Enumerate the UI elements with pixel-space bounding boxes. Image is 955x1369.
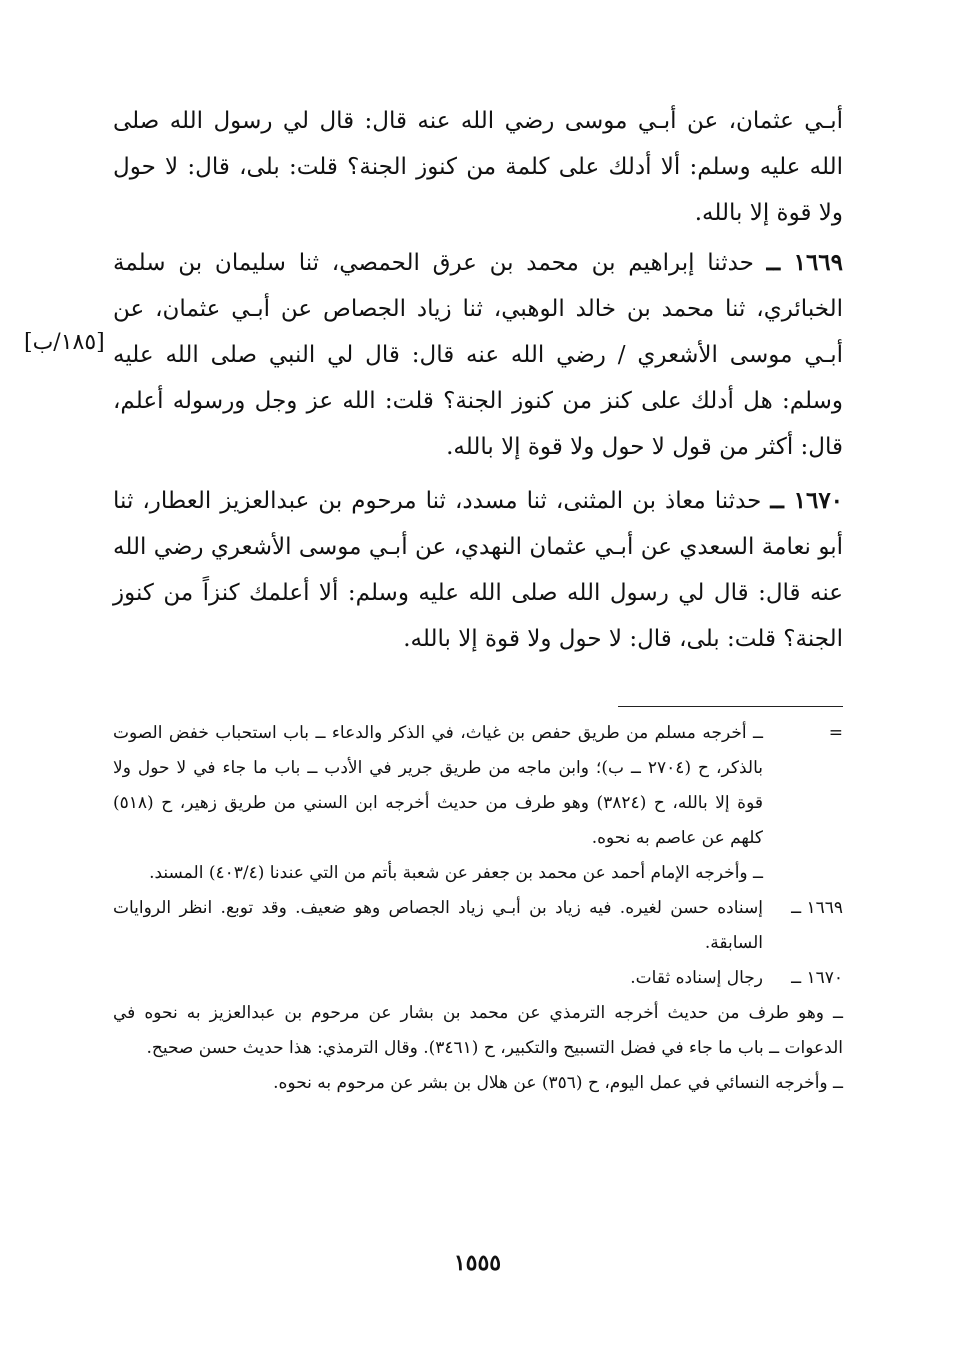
footnote-label: =: [828, 723, 843, 743]
footnote-continuation: [113, 716, 843, 891]
page-number: ١٥٥٥: [453, 1250, 502, 1276]
footnote-text: رجال إسناده ثقات.: [630, 968, 763, 988]
hadith-1670: [113, 478, 843, 662]
footnote-text: ــ وأخرجه الإمام أحمد عن محمد بن جعفر عن شعبة بأتم من التي عندنا (٤٠٣/٤) المسند.: [149, 863, 763, 883]
footnote-1670-continued: [113, 996, 843, 1101]
footnote-separator: [618, 706, 843, 707]
hadith-text: حدثنا معاذ بن المثنى، ثنا مسدد، ثنا مرحوم بن عبدالعزيز العطار، ثنا أبو نعامة السعدي عن أبـي عثمان النهدي، عن أبـي موسى الأشعري رضي الله عنه قال: قال لي رسول الله صلى الله عليه وسلم: ألا أعلمك كنزاً من كنوز الجنة؟ قلت: بلى، قال: لا حول ولا قوة إلا بالله.: [113, 488, 843, 652]
footnote-text: ــ وهو طرف من حديث أخرجه الترمذي عن محمد بن بشار عن مرحوم بن عبدالعزيز به نحوه في الدعوات ــ باب ما جاء في فضل التسبيح والتكبير، ح (٣٤٦١). وقال الترمذي: هذا حديث حسن صحيح.: [113, 1003, 843, 1058]
hadith-number: ١٦٦٩ ــ: [766, 249, 844, 276]
paragraph-text: أبـي عثمان، عن أبـي موسى رضي الله عنه قال: قال لي رسول الله صلى الله عليه وسلم: ألا أدلك على كلمة من كنوز الجنة؟ قلت: بلى، قال: لا حول ولا قوة إلا بالله.: [113, 108, 843, 226]
footnote-text: ــ وأخرجه النسائي في عمل اليوم، ح (٣٥٦) عن هلال بن بشر عن مرحوم به نحوه.: [273, 1073, 843, 1093]
footnotes: [113, 716, 843, 1101]
footnote-text: ــ أخرجه مسلم من طريق حفص بن غياث، في الذكر والدعاء ــ باب استحباب خفض الصوت بالذكر، ح (٢٧٠٤ ــ ب)؛ وابن ماجه من طريق جرير في الأدب ــ باب ما جاء في لا حول ولا قوة إلا بالله، ح (٣٨٢٤) وهو طرف من حديث أخرجه ابن السني من طريق زهير، ح (٥١٨) كلهم عن عاصم به نحوه.: [113, 723, 763, 848]
paragraph-continuation: [113, 98, 843, 236]
footnote-text: إسناده حسن لغيره. فيه زياد بن أبـي زياد الجصاص وهو ضعيف. وقد توبع. انظر الروايات السابقة.: [113, 898, 763, 953]
margin-folio-note: [١٨٥/ب]: [24, 330, 105, 355]
footnote-label: ١٦٦٩ ــ: [791, 898, 843, 918]
footnote-1670: [113, 961, 843, 996]
footnote-1669: [113, 891, 843, 961]
footnote-label: ١٦٧٠ ــ: [791, 968, 843, 988]
hadith-1669: [113, 240, 843, 470]
hadith-number: ١٦٧٠ ــ: [770, 487, 844, 514]
hadith-text: حدثنا إبراهيم بن محمد بن عرق الحمصي، ثنا سليمان بن سلمة الخبائري، ثنا محمد بن خالد الوهبي، ثنا زياد الجصاص عن أبـي عثمان، عن أبـي موسى الأشعري / رضي الله عنه قال: قال لي النبي صلى الله عليه وسلم: هل أدلك على كنز من كنوز الجنة؟ قلت: الله عز وجل ورسوله أعلم، قال: أكثر من قول لا حول ولا قوة إلا بالله.: [113, 250, 843, 460]
